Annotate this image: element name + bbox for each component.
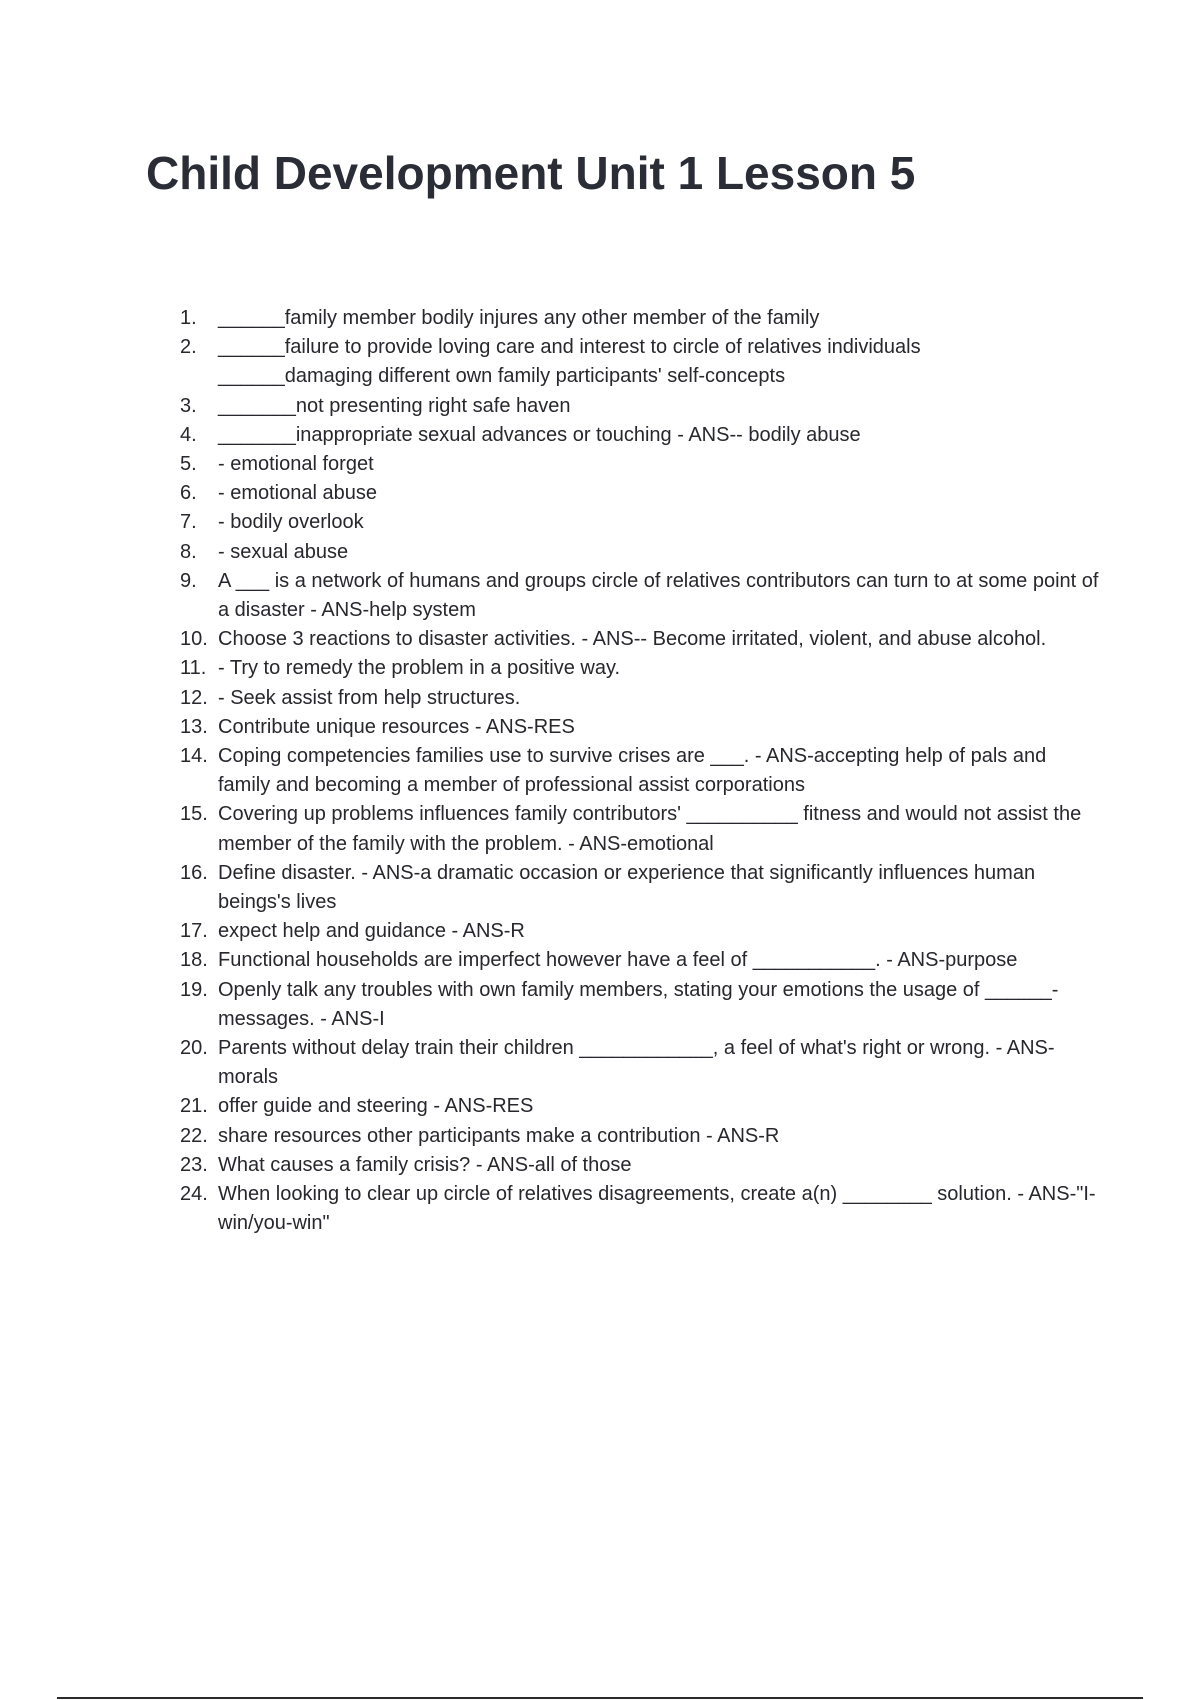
item-number: 18.: [180, 949, 208, 972]
list-item: [180, 976, 1100, 1034]
item-number: 11.: [180, 657, 207, 680]
item-number: 20.: [180, 1037, 208, 1060]
item-text: Openly talk any troubles with own family members, stating your emotions the usage of ______-messages. - ANS-I: [218, 978, 1059, 1030]
item-text: _______not presenting right safe haven: [218, 394, 571, 417]
list-item: [180, 567, 1100, 625]
item-number: 9.: [180, 569, 197, 592]
item-number: 15.: [180, 803, 208, 826]
item-text: A ___ is a network of humans and groups circle of relatives contributors can turn to at some point of a disaster - ANS-help system: [218, 569, 1099, 622]
item-number: 7.: [180, 511, 197, 534]
list-item: [180, 421, 1100, 450]
item-text: What causes a family crisis? - ANS-all of those: [218, 1153, 632, 1176]
item-number: 19.: [180, 978, 208, 1001]
item-number: 8.: [180, 540, 197, 563]
list-item: [180, 1151, 1100, 1180]
list-item: [180, 1122, 1100, 1151]
item-number: 21.: [180, 1095, 208, 1118]
item-text: ______failure to provide loving care and interest to circle of relatives individuals: [218, 336, 921, 359]
item-text: When looking to clear up circle of relatives disagreements, create a(n) ________ solution. - ANS-"I-win/you-win": [218, 1183, 1096, 1235]
item-number: 10.: [180, 628, 208, 651]
list-item: [180, 800, 1100, 858]
item-number: 3.: [180, 394, 197, 417]
document-title: Child Development Unit 1 Lesson 5: [146, 147, 916, 199]
item-number: 1.: [180, 307, 197, 329]
item-text: - emotional abuse: [218, 482, 377, 505]
list-item: [180, 508, 1100, 537]
item-number: 12.: [180, 686, 208, 709]
item-number: 24.: [180, 1183, 208, 1206]
item-number: 22.: [180, 1124, 208, 1147]
list-item: [180, 538, 1100, 567]
list-item: [180, 392, 1100, 421]
item-number: 4.: [180, 423, 197, 446]
item-text: share resources other participants make a contribution - ANS-R: [218, 1124, 780, 1147]
list-item: [180, 917, 1100, 946]
item-number: 2.: [180, 336, 197, 359]
item-text: - emotional forget: [218, 453, 374, 476]
list-item: [180, 859, 1100, 917]
item-text: - Seek assist from help structures.: [218, 686, 521, 709]
list-item: [180, 713, 1100, 742]
item-text: Contribute unique resources - ANS-RES: [218, 715, 575, 738]
page-bottom-divider: [57, 1697, 1143, 1699]
item-text: Parents without delay train their children ____________, a feel of what's right or wrong. - ANS-morals: [218, 1037, 1055, 1089]
item-number: 5.: [180, 453, 197, 476]
item-subtext: ______damaging different own family participants' self-concepts: [218, 365, 786, 388]
list-item: [180, 946, 1100, 975]
list-item: [180, 479, 1100, 508]
item-number: 14.: [180, 745, 208, 768]
list-item: [180, 304, 1100, 333]
item-number: 13.: [180, 715, 208, 738]
list-item: [180, 684, 1100, 713]
item-text: - sexual abuse: [218, 540, 349, 563]
item-text: Coping competencies families use to survive crises are ___. - ANS-accepting help of pals and family and becoming a member of professional assist corporations: [218, 745, 1047, 797]
item-number: 17.: [180, 920, 208, 943]
item-text: expect help and guidance - ANS-R: [218, 920, 525, 943]
item-text: Choose 3 reactions to disaster activities. - ANS-- Become irritated, violent, and abuse alcohol.: [218, 628, 1047, 651]
item-number: 16.: [180, 861, 208, 884]
list-item: [180, 1034, 1100, 1092]
item-number: 6.: [180, 482, 197, 505]
item-text: - bodily overlook: [218, 511, 364, 534]
list-item: [180, 654, 1100, 683]
list-item: [180, 333, 1100, 391]
item-text: offer guide and steering - ANS-RES: [218, 1095, 534, 1118]
list-item: [180, 625, 1100, 654]
item-text: Define disaster. - ANS-a dramatic occasion or experience that significantly influences human beings's lives: [218, 861, 1036, 914]
item-text: ______family member bodily injures any other member of the family: [218, 307, 820, 329]
item-text: Functional households are imperfect however have a feel of ___________. - ANS-purpose: [218, 949, 1018, 972]
list-item: [180, 1180, 1100, 1238]
question-answer-list: [180, 304, 1100, 1239]
item-text: - Try to remedy the problem in a positive way.: [218, 657, 621, 680]
list-item: [180, 450, 1100, 479]
item-text: _______inappropriate sexual advances or touching - ANS-- bodily abuse: [218, 423, 861, 446]
item-text: Covering up problems influences family contributors' __________ fitness and would not assist the member of the family with the problem. - ANS-emotional: [218, 803, 1082, 855]
item-number: 23.: [180, 1153, 208, 1176]
list-item: [180, 742, 1100, 800]
list-item: [180, 1092, 1100, 1121]
